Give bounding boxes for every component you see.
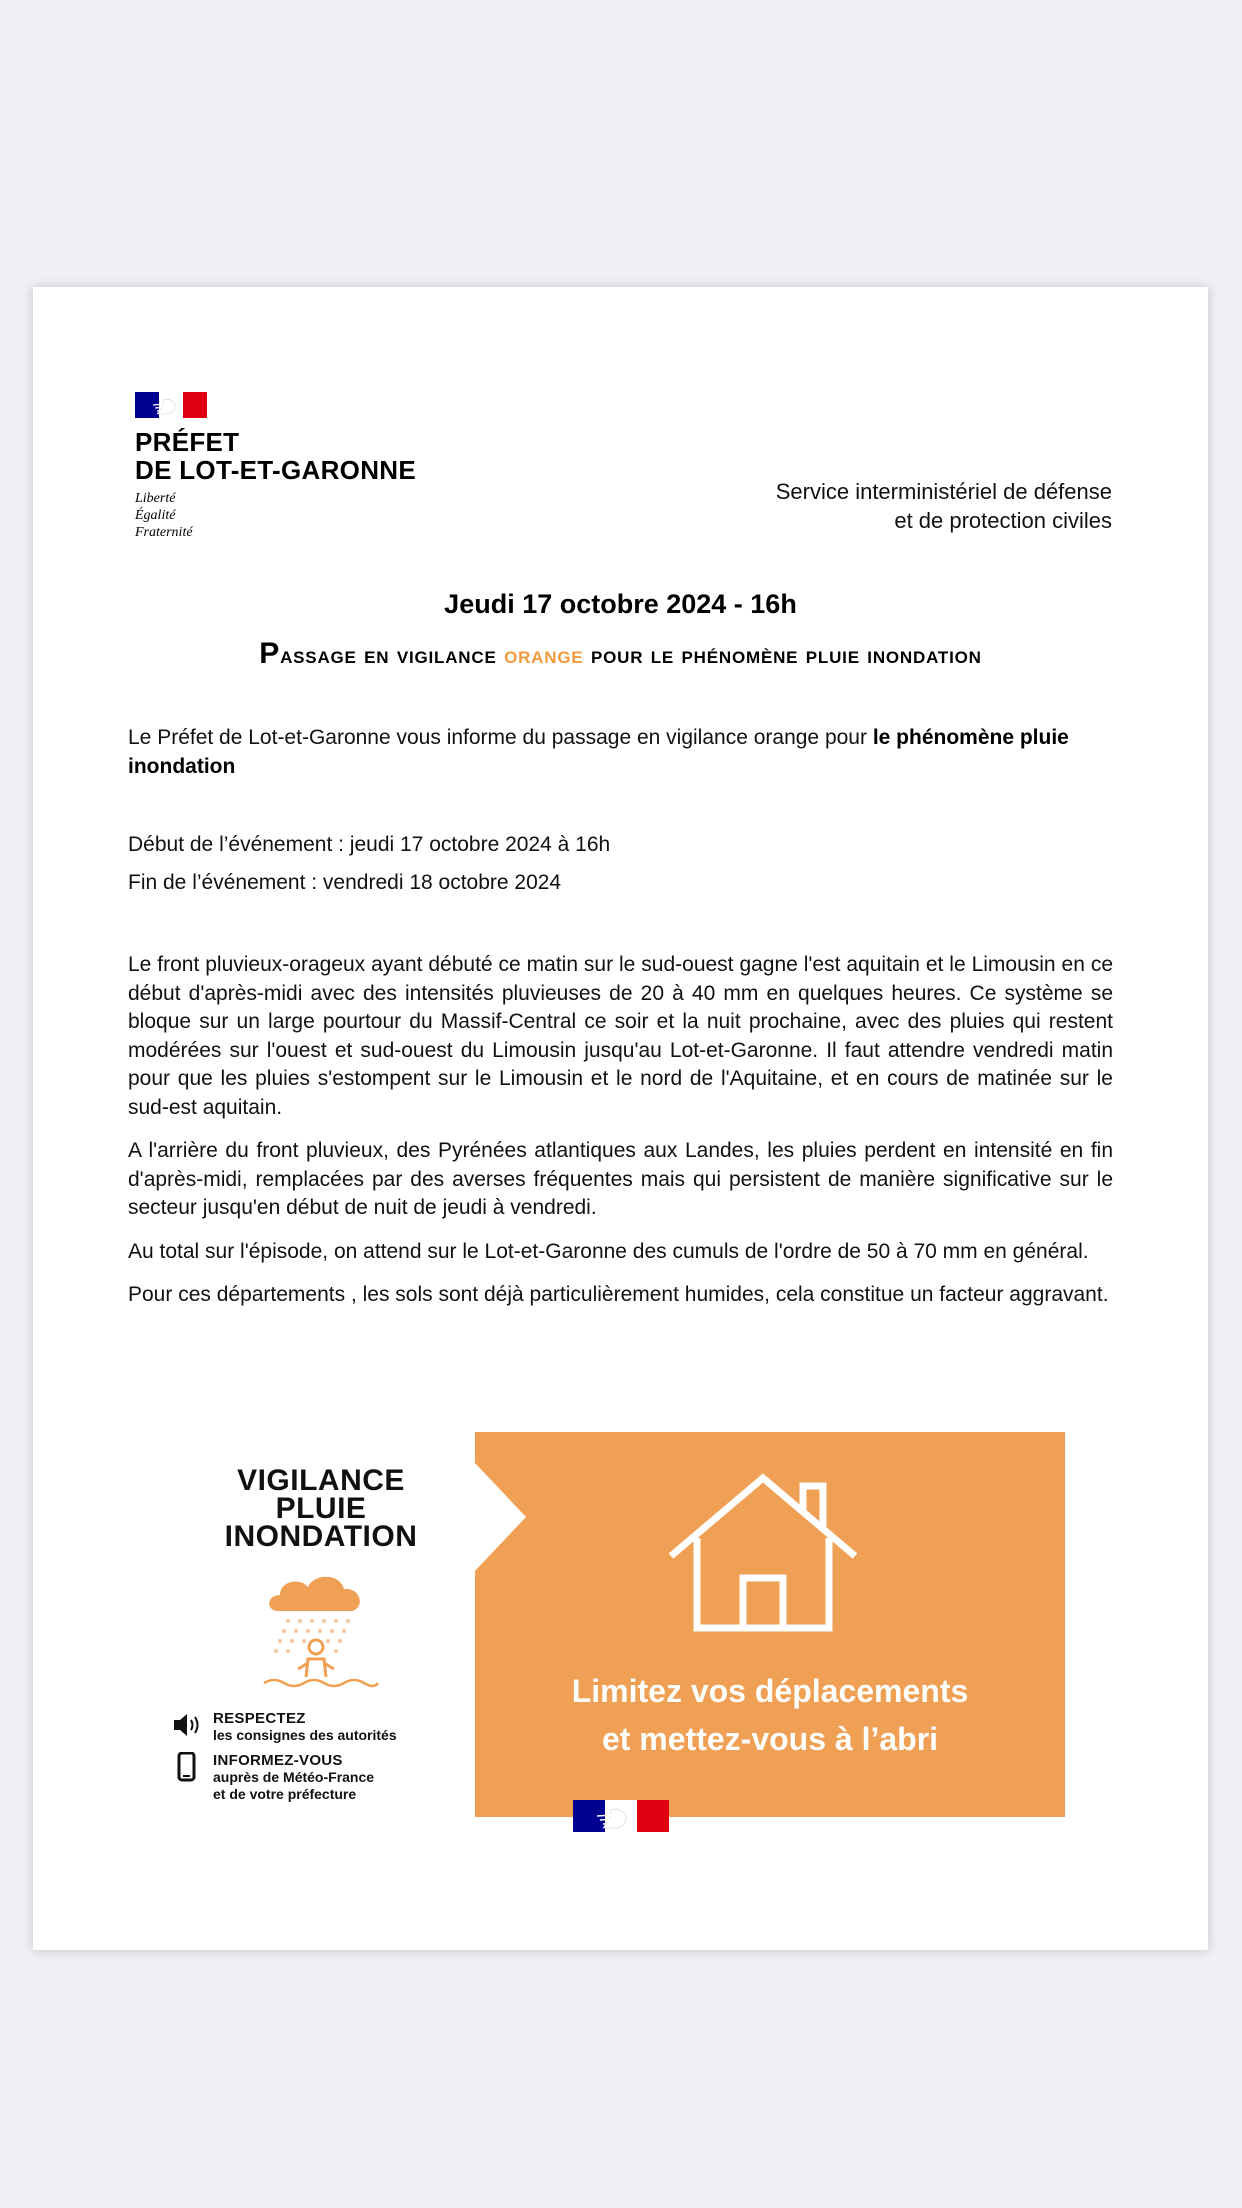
prefet-logo-block	[135, 392, 475, 541]
intro-paragraph	[128, 724, 1113, 781]
advice-inform	[171, 1752, 471, 1803]
main-title-part1: assage en vigilance	[280, 642, 497, 669]
advice2-line1: auprès de Météo-France	[213, 1769, 375, 1785]
prefet-line1: PRÉFET	[135, 427, 240, 457]
advice-respect	[171, 1710, 471, 1744]
devise-fraternite: Fraternité	[135, 525, 193, 540]
panel-line1: Limitez vos déplacements	[571, 1673, 969, 1709]
vigilance-title-line: INONDATION	[224, 1520, 418, 1553]
rain-flood-icon	[256, 1559, 386, 1699]
main-title-orange: orange	[504, 642, 584, 669]
body-text	[128, 951, 1113, 1325]
paragraph: Le front pluvieux-orageux ayant débuté ce matin sur le sud-ouest gagne l'est aquitain et le Limousin en ce début d'après-midi avec des intensités pluvieuses de 20 à 40 mm en quelques heures. Ce système se bloque sur un large pourtour du Massif-Central ce soir et la nuit prochaine, avec des pluies qui restent modérées sur l'ouest et sud-ouest du Limousin jusqu'au Lot-et-Garonne. Il faut attendre vendredi matin pour que les pluies s'estompent sur le Limousin et le nord de l'Aquitaine, et en cours de matinée sur le sud-est aquitain.	[128, 953, 1113, 1119]
event-dates	[128, 831, 1113, 906]
event-end: Fin de l’événement : vendredi 18 octobre 2024	[128, 870, 562, 894]
intro-bold: le phénomène pluie inondation	[128, 726, 1069, 778]
service-line1: Service interministériel de défense	[775, 479, 1112, 504]
service-line2: et de protection civiles	[894, 508, 1112, 533]
marianne-flag-bottom-icon	[573, 1800, 669, 1832]
speaker-icon	[171, 1710, 203, 1740]
event-start: Début de l’événement : jeudi 17 octobre 2024 à 16h	[128, 833, 611, 856]
date-title: Jeudi 17 octobre 2024 - 16h	[444, 589, 797, 619]
paragraph: A l'arrière du front pluvieux, des Pyrénées atlantiques aux Landes, les pluies perdent en intensité en fin d'après-midi, remplacées par des averses fréquentes mais qui persistent de manière significative sur le secteur jusqu'en début de nuit de jeudi à vendredi.	[128, 1139, 1113, 1219]
marianne-flag-icon	[135, 392, 207, 418]
document-page	[33, 287, 1208, 1950]
advice1-title: RESPECTEZ	[213, 1710, 306, 1727]
advice2-line2: et de votre préfecture	[213, 1786, 357, 1802]
devise-egalite: Égalité	[135, 508, 176, 523]
devise	[135, 490, 475, 541]
prefet-line2: DE LOT-ET-GARONNE	[135, 455, 416, 485]
vigilance-title-line: VIGILANCE	[237, 1464, 405, 1497]
advice1-text: les consignes des autorités	[213, 1727, 397, 1743]
phone-icon	[171, 1752, 203, 1782]
house-icon	[663, 1472, 863, 1634]
paragraph: Au total sur l'épisode, on attend sur le Lot-et-Garonne des cumuls de l'ordre de 50 à 70 mm en général.	[128, 1239, 1089, 1263]
main-title-part2: pour le phénomène pluie inondation	[590, 642, 982, 669]
prefet-name	[135, 428, 475, 484]
vigilance-title-line: PLUIE	[275, 1492, 367, 1525]
vigilance-left	[171, 1464, 471, 1699]
devise-liberte: Liberté	[135, 491, 176, 506]
panel-line2: et mettez-vous à l’abri	[601, 1721, 939, 1757]
main-title	[33, 637, 1208, 671]
panel-message	[475, 1667, 1065, 1763]
paragraph: Pour ces départements , les sols sont déjà particulièrement humides, cela constitue un facteur aggravant.	[128, 1283, 1109, 1306]
vigilance-title	[171, 1464, 471, 1553]
main-title-first-letter: P	[259, 637, 281, 670]
panel-notch-shape	[474, 1462, 530, 1572]
advice2-title: INFORMEZ-VOUS	[213, 1752, 343, 1769]
service-name	[776, 477, 1112, 535]
intro-text: Le Préfet de Lot-et-Garonne vous informe du passage en vigilance orange pour	[128, 726, 867, 749]
